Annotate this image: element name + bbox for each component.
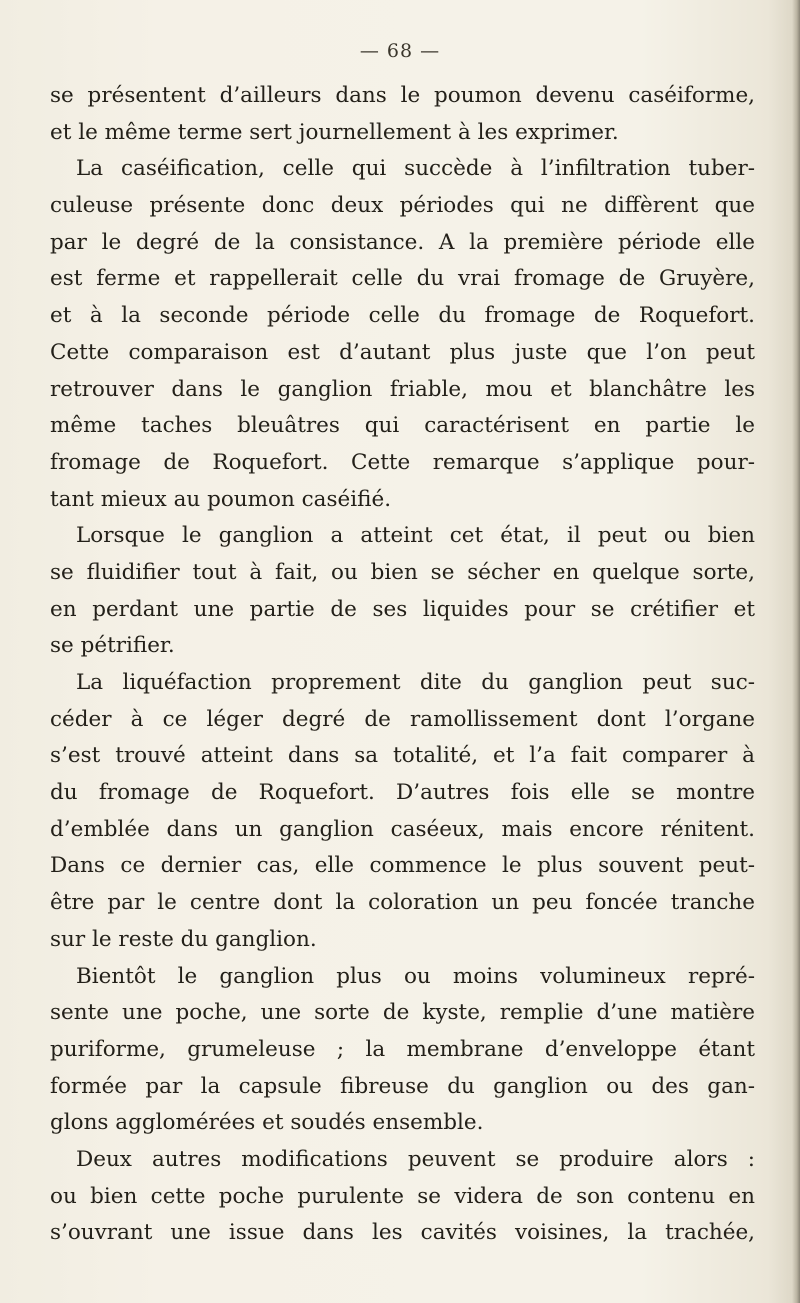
text-line: Lorsque le ganglion a atteint cet état, il peut ou bien: [76, 523, 755, 549]
text-line: s’ouvrant une issue dans les cavités voisines, la trachée,: [50, 1220, 755, 1246]
text-line: se présentent d’ailleurs dans le poumon devenu caséiforme,: [50, 83, 755, 108]
text-line: glons agglomérées et soudés ensemble.: [50, 1110, 484, 1136]
text-line: Dans ce dernier cas, elle commence le plus souvent peut-: [50, 853, 755, 879]
text-line: culeuse présente donc deux périodes qui ne diffèrent que: [50, 193, 755, 219]
text-line: par le degré de la consistance. A la première période elle: [50, 229, 755, 255]
text-line: et le même terme sert journellement à les exprimer.: [50, 119, 619, 145]
page-edge-shadow: [792, 0, 800, 1303]
text-line: La liquéfaction proprement dite du ganglion peut suc-: [76, 670, 755, 695]
text-line: ou bien cette poche purulente se videra de son contenu en: [50, 1183, 755, 1209]
text-line: sur le reste du ganglion.: [50, 926, 317, 952]
text-line: même taches bleuâtres qui caractérisent en partie le: [50, 413, 755, 439]
text-line: être par le centre dont la coloration un peu foncée tranche: [50, 890, 755, 916]
text-line: s’est trouvé atteint dans sa totalité, et l’a fait comparer à: [50, 743, 755, 769]
text-line: puriforme, grumeleuse ; la membrane d’enveloppe étant: [50, 1036, 755, 1062]
text-line: en perdant une partie de ses liquides pour se crétifier et: [50, 596, 755, 622]
page-number: — 68 —: [359, 40, 441, 62]
text-line: et à la seconde période celle du fromage de Roquefort.: [50, 303, 755, 329]
text-line: d’emblée dans un ganglion caséeux, mais encore rénitent.: [50, 816, 755, 842]
body-text: [50, 78, 755, 1252]
text-line: sente une poche, une sorte de kyste, remplie d’une matière: [50, 1000, 755, 1026]
text-line: retrouver dans le ganglion friable, mou et blanchâtre les: [50, 376, 755, 402]
text-line: La caséification, celle qui succède à l’infiltration tuber-: [76, 156, 755, 182]
text-line: Deux autres modifications peuvent se produire alors :: [76, 1146, 755, 1172]
text-line: se pétrifier.: [50, 633, 175, 659]
text-line: se fluidifier tout à fait, ou bien se sécher en quelque sorte,: [50, 559, 755, 585]
text-line: est ferme et rappellerait celle du vrai fromage de Gruyère,: [50, 266, 755, 292]
text-line: Cette comparaison est d’autant plus juste que l’on peut: [50, 339, 755, 365]
text-line: fromage de Roquefort. Cette remarque s’applique pour-: [50, 449, 755, 475]
text-line: tant mieux au poumon caséifié.: [50, 486, 392, 512]
text-line: Bientôt le ganglion plus ou moins volumineux repré-: [76, 963, 755, 989]
text-line: céder à ce léger degré de ramollissement dont l’organe: [50, 706, 755, 732]
text-line: du fromage de Roquefort. D’autres fois elle se montre: [50, 780, 755, 806]
text-line: formée par la capsule fibreuse du ganglion ou des gan-: [50, 1073, 755, 1099]
